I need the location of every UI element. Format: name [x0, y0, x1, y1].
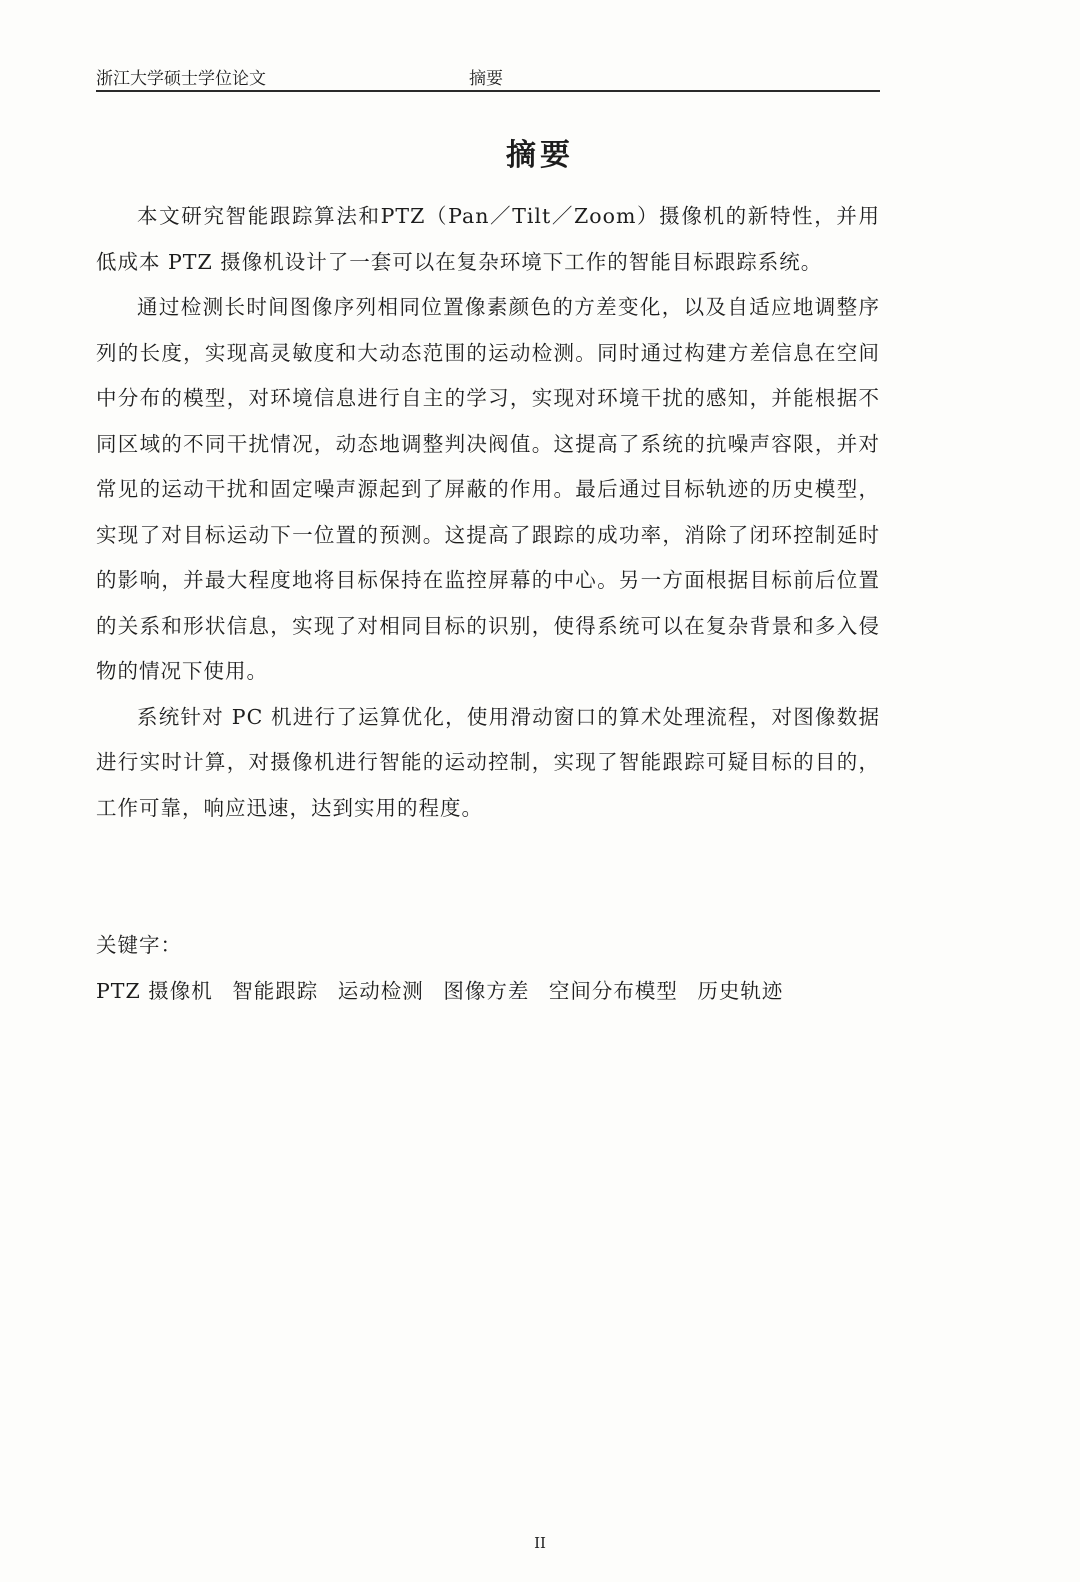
abstract-paragraph-2: 通过检测长时间图像序列相同位置像素颜色的方差变化，以及自适应地调整序列的长度，实现高灵敏度和大动态范围的运动检测。同时通过构建方差信息在空间中分布的模型，对环境信息进行自主的学习，实现对环境干扰的感知，并能根据不同区域的不同干扰情况，动态地调整判决阀值。这提高了系统的抗噪声容限，并对常见的运动干扰和固定噪声源起到了屏蔽的作用。最后通过目标轨迹的历史模型，实现了对目标运动下一位置的预测。这提高了跟踪的成功率，消除了闭环控制延时的影响，并最大程度地将目标保持在监控屏幕的中心。另一方面根据目标前后位置的关系和形状信息，实现了对相同目标的识别，使得系统可以在复杂背景和多入侵物的情况下使用。: [96, 295, 880, 683]
running-header: [96, 58, 880, 92]
page-number: II: [534, 1534, 546, 1552]
keyword-item: 智能跟踪: [232, 979, 319, 1003]
keywords-list: [96, 974, 795, 1004]
keyword-item: 运动检测: [337, 979, 424, 1003]
abstract-paragraph-3: 系统针对 PC 机进行了运算优化，使用滑动窗口的算术处理流程，对图像数据进行实时计算，对摄像机进行智能的运动控制，实现了智能跟踪可疑目标的目的，工作可靠，响应迅速，达到实用的程度。: [96, 704, 880, 820]
keyword-item: 图像方差: [443, 979, 530, 1003]
keyword-item: 空间分布模型: [548, 979, 678, 1003]
keywords-label: 关键字：: [96, 933, 182, 957]
page-title: 摘要: [506, 138, 574, 173]
abstract-paragraph-1: 本文研究智能跟踪算法和PTZ（Pan／Tilt／Zoom）摄像机的新特性，并用低成本 PTZ 摄像机设计了一套可以在复杂环境下工作的智能目标跟踪系统。: [96, 204, 880, 274]
keyword-item: PTZ 摄像机: [96, 979, 213, 1003]
header-thesis-name: 浙江大学硕士学位论文: [96, 69, 266, 89]
header-section-name: 摘要: [469, 69, 503, 89]
keyword-item: 历史轨迹: [697, 979, 784, 1003]
abstract-body: [96, 194, 880, 831]
